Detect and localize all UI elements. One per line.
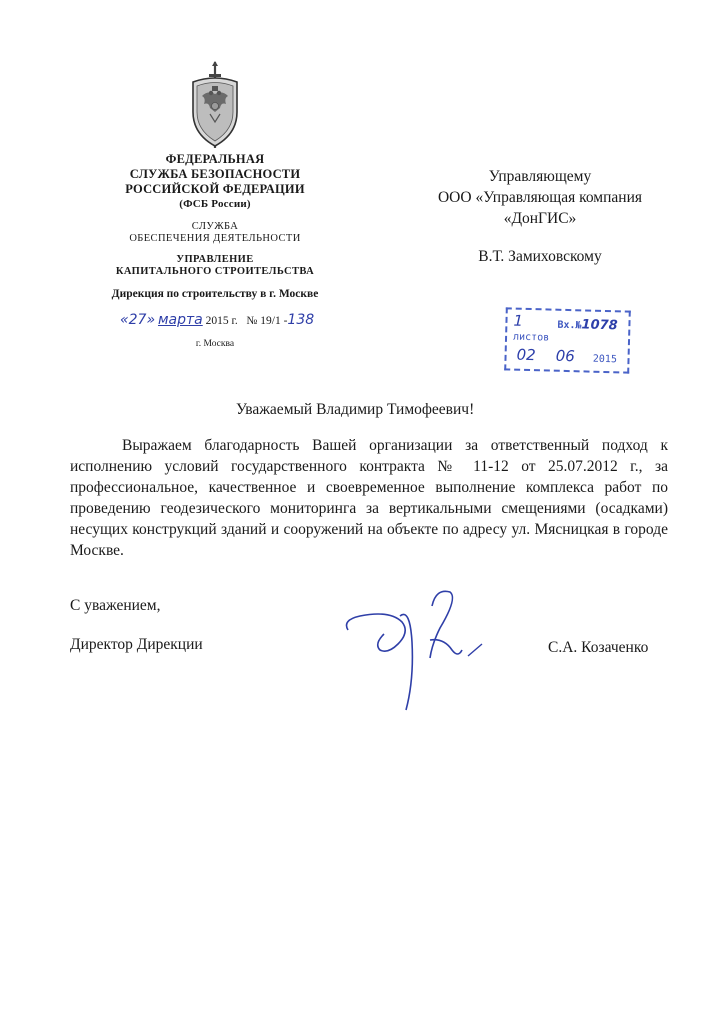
outgoing-number-hand: 138 xyxy=(287,312,315,328)
recipient-line1: Управляющему xyxy=(488,168,592,185)
sender-service-line2: ОБЕСПЕЧЕНИЯ ДЕЯТЕЛЬНОСТИ xyxy=(129,233,301,244)
sender-dept-line2: КАПИТАЛЬНОГО СТРОИТЕЛЬСТВА xyxy=(115,266,315,277)
stamp-sheets-count: 1 xyxy=(513,311,524,330)
fsb-emblem-icon xyxy=(188,60,242,152)
date-number-line xyxy=(120,312,350,336)
sender-dept-line1: УПРАВЛЕНИЕ xyxy=(176,254,254,265)
sender-org-line1: ФЕДЕРАЛЬНАЯ xyxy=(165,152,265,166)
sender-org-line2: СЛУЖБА БЕЗОПАСНОСТИ xyxy=(129,167,301,181)
sender-directorate: Дирекция по строительству в г. Москве xyxy=(111,288,319,300)
date-day: «27» xyxy=(120,312,156,328)
outgoing-number-prefix: № 19/1 - xyxy=(246,315,288,327)
sender-service-line1: СЛУЖБА xyxy=(191,221,239,232)
recipient-line2: ООО «Управляющая компания xyxy=(437,189,643,206)
incoming-stamp xyxy=(504,307,631,373)
sender-org-short: (ФСБ России) xyxy=(179,198,251,210)
signer-name: С.А. Козаченко xyxy=(548,639,649,656)
stamp-date-year: 2015 xyxy=(592,353,618,366)
handwritten-signature xyxy=(340,580,500,715)
stamp-incoming-label: Вх.№ xyxy=(557,319,582,332)
letter-greeting: Уважаемый Владимир Тимофеевич! xyxy=(236,401,475,418)
stamp-date-day: 02 xyxy=(516,345,536,365)
stamp-date-month: 06 xyxy=(555,346,576,366)
recipient-name: В.Т. Замиховскому xyxy=(478,248,602,265)
letter-closing: С уважением, xyxy=(70,597,161,614)
signer-title: Директор Дирекции xyxy=(70,636,203,653)
date-year: 2015 г. xyxy=(205,315,238,327)
letter-body: Выражаем благодарность Вашей организации за ответственный подход к исполнению условий государственного контракта № 11-12 от 25.07.2012 г., за профессиональное, качественное и своевременное выполнение комплекса работ по проведению геодезического мониторинга за вертикальными смещениями (осадками) несущих конструкций зданий и сооружений на объекте по адресу ул. Мясницкая в городе Москве. xyxy=(70,437,668,559)
sender-org-line3: РОССИЙСКОЙ ФЕДЕРАЦИИ xyxy=(125,182,305,196)
sender-city: г. Москва xyxy=(195,339,235,349)
stamp-incoming-number: 1078 xyxy=(581,317,618,334)
recipient-line3: «ДонГИС» xyxy=(503,210,577,227)
stamp-sheets-label: листов xyxy=(512,331,550,344)
date-month: марта xyxy=(157,312,203,328)
